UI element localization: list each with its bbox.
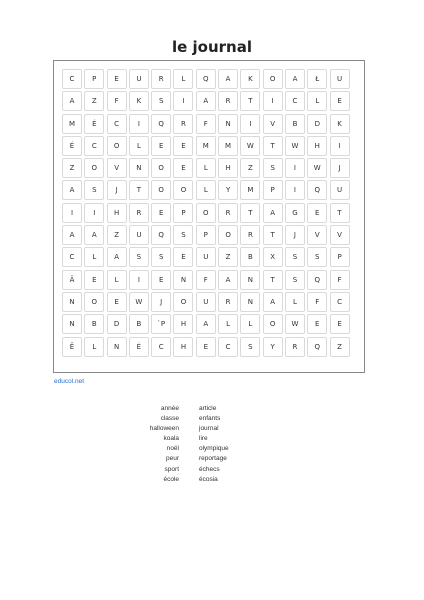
grid-cell[interactable]: S [285,247,305,267]
grid-cell[interactable]: L [84,247,104,267]
grid-cell[interactable]: N [240,270,260,290]
grid-cell[interactable]: C [218,337,238,357]
grid-cell[interactable]: O [263,69,283,89]
word-item: sport [164,465,179,473]
grid-cell[interactable]: S [84,180,104,200]
grid-cell[interactable]: K [330,114,350,134]
grid-cell[interactable]: T [263,270,283,290]
grid-cell[interactable]: K [240,69,260,89]
word-item: koala [163,435,179,443]
grid-cell[interactable]: T [330,203,350,223]
grid-cell[interactable]: É [129,337,149,357]
word-item: noël [166,445,179,453]
grid-cell[interactable]: M [62,114,82,134]
grid-cell[interactable]: L [196,180,216,200]
word-item: écosia [199,475,218,483]
grid-cell[interactable]: I [84,203,104,223]
word-item: article [199,405,217,412]
grid-cell[interactable]: Y [263,337,283,357]
grid-cell[interactable]: S [285,270,305,290]
grid-cell[interactable]: R [240,225,260,245]
grid-cell[interactable]: L [129,136,149,156]
source-link[interactable]: educol.net [54,378,84,385]
grid-cell[interactable]: O [218,225,238,245]
grid-cell[interactable]: O [107,136,127,156]
grid-cell[interactable]: F [196,114,216,134]
grid-cell[interactable]: T [129,180,149,200]
grid-cell[interactable]: Q [151,225,171,245]
grid-cell[interactable]: H [307,136,327,156]
grid-cell[interactable]: N [240,292,260,312]
grid-cell[interactable]: H [173,337,193,357]
word-item: lire [199,435,208,443]
grid-cell[interactable]: É [84,114,104,134]
grid-cell[interactable]: R [173,114,193,134]
grid-cell[interactable]: K [129,91,149,111]
grid-cell[interactable]: S [240,337,260,357]
grid-cell[interactable]: W [285,314,305,334]
grid-cell[interactable]: M [196,136,216,156]
grid-cell[interactable]: L [218,314,238,334]
grid-cell[interactable]: W [240,136,260,156]
grid-cell[interactable]: U [330,69,350,89]
grid-cell[interactable]: F [307,292,327,312]
grid-cell[interactable]: A [263,292,283,312]
grid-cell[interactable]: Q [196,69,216,89]
word-item: classe [160,415,179,423]
grid-cell[interactable]: E [173,136,193,156]
grid-cell[interactable]: P [84,69,104,89]
grid-cell[interactable]: L [84,337,104,357]
grid-cell[interactable]: N [218,114,238,134]
grid-cell[interactable]: A [62,225,82,245]
grid-cell[interactable]: C [285,91,305,111]
grid-cell[interactable]: É [62,136,82,156]
grid-cell[interactable]: N [62,314,82,334]
word-item: enfants [199,415,221,423]
grid-cell[interactable]: Z [218,247,238,267]
grid-cell[interactable]: E [307,314,327,334]
grid-cell[interactable]: A [196,91,216,111]
grid-cell[interactable]: E [107,69,127,89]
grid-cell[interactable]: I [129,270,149,290]
grid-cell[interactable]: L [173,69,193,89]
grid-cell[interactable]: S [151,91,171,111]
word-list-left [130,404,179,485]
grid-cell[interactable]: N [173,270,193,290]
grid-cell[interactable]: I [240,114,260,134]
grid-cell[interactable]: J [330,158,350,178]
word-list-right [199,404,229,485]
grid-cell[interactable]: Z [84,91,104,111]
grid-cell[interactable]: U [196,247,216,267]
grid-cell[interactable]: R [218,91,238,111]
grid-cell[interactable]: A [218,69,238,89]
grid-cell[interactable]: E [330,314,350,334]
grid-cell[interactable]: U [330,180,350,200]
grid-cell[interactable]: C [62,69,82,89]
grid-cell[interactable]: I [285,180,305,200]
grid-cell[interactable]: I [129,114,149,134]
grid-cell[interactable]: V [107,158,127,178]
grid-cell[interactable]: J [107,180,127,200]
grid-cell[interactable]: Ê [62,337,82,357]
grid-cell[interactable]: Z [330,337,350,357]
grid-cell[interactable]: P [263,180,283,200]
grid-cell[interactable]: O [151,158,171,178]
word-item: reportage [199,455,227,463]
grid-cell[interactable]: I [330,136,350,156]
grid-cell[interactable]: A [285,69,305,89]
grid-cell[interactable]: C [151,337,171,357]
grid-cell[interactable]: O [173,180,193,200]
grid-cell[interactable]: E [151,203,171,223]
grid-cell[interactable]: E [84,270,104,290]
grid-cell[interactable]: H [107,203,127,223]
grid-cell[interactable]: S [151,247,171,267]
grid-cell[interactable]: S [173,225,193,245]
word-item: année [160,405,179,412]
word-item: halloween [149,425,179,433]
grid-cell[interactable]: V [307,225,327,245]
grid-cell[interactable]: T [240,91,260,111]
grid-cell[interactable]: D [107,314,127,334]
grid-cell[interactable]: A [62,91,82,111]
grid-cell[interactable]: E [107,292,127,312]
grid-cell[interactable]: M [240,180,260,200]
grid-cell[interactable]: L [285,292,305,312]
grid-cell[interactable]: S [307,247,327,267]
grid-cell[interactable]: L [107,270,127,290]
grid-cell[interactable]: A [196,314,216,334]
grid-cell[interactable]: O [151,180,171,200]
grid-cell[interactable]: Q [151,114,171,134]
grid-cell[interactable]: `P [151,314,171,334]
grid-cell[interactable]: I [62,203,82,223]
grid-cell[interactable]: W [285,136,305,156]
grid-cell[interactable]: Z [240,158,260,178]
grid-cell[interactable]: X [263,247,283,267]
grid-cell[interactable]: V [263,114,283,134]
grid-cell[interactable]: P [173,203,193,223]
grid-cell[interactable]: N [62,292,82,312]
word-search-grid [53,60,365,373]
grid-cell[interactable]: L [196,158,216,178]
grid-cell[interactable]: B [129,314,149,334]
grid-cell[interactable]: Z [107,225,127,245]
grid-cell[interactable]: P [196,225,216,245]
grid-cell[interactable]: B [240,247,260,267]
grid-cell[interactable]: J [285,225,305,245]
grid-cell[interactable]: V [330,225,350,245]
grid-cell[interactable]: T [263,136,283,156]
grid-cell[interactable]: A [263,203,283,223]
word-item: école [163,475,179,483]
grid-cell[interactable]: A [62,180,82,200]
grid-cell[interactable]: I [263,91,283,111]
grid-cell[interactable]: Q [307,337,327,357]
grid-cell[interactable]: E [307,203,327,223]
grid-cell[interactable]: W [129,292,149,312]
grid-cell[interactable]: Q [307,270,327,290]
grid-cell[interactable]: E [151,270,171,290]
grid-cell[interactable]: H [218,158,238,178]
grid-cell[interactable]: U [129,69,149,89]
grid-cell[interactable]: R [129,203,149,223]
grid-cell[interactable]: E [330,91,350,111]
grid-cell[interactable]: R [151,69,171,89]
grid-cell[interactable]: A [218,270,238,290]
grid-cell[interactable]: U [196,292,216,312]
grid-cell[interactable]: T [263,225,283,245]
grid-cell[interactable]: R [218,203,238,223]
grid-cell[interactable]: Y [218,180,238,200]
grid-cell[interactable]: M [218,136,238,156]
grid-cell[interactable]: E [173,158,193,178]
grid-cell[interactable]: R [218,292,238,312]
grid-cell[interactable]: C [107,114,127,134]
grid-cell[interactable]: N [107,337,127,357]
grid-cell[interactable]: F [330,270,350,290]
grid-cell[interactable]: N [129,158,149,178]
grid-cell[interactable]: C [84,136,104,156]
grid-cell[interactable]: E [196,337,216,357]
grid-cell[interactable]: Z [62,158,82,178]
grid-cell[interactable]: L [240,314,260,334]
grid-cell[interactable]: H [173,314,193,334]
grid-cell[interactable]: A [107,247,127,267]
grid-cell[interactable]: Ä [62,270,82,290]
grid-cell[interactable]: D [307,114,327,134]
grid-cell[interactable]: R [285,337,305,357]
grid-cell[interactable]: F [107,91,127,111]
grid-cell[interactable]: J [151,292,171,312]
letter-grid [62,69,350,357]
grid-cell[interactable]: A [84,225,104,245]
grid-cell[interactable]: F [196,270,216,290]
grid-cell[interactable]: B [84,314,104,334]
grid-cell[interactable]: Q [307,180,327,200]
grid-cell[interactable]: G [285,203,305,223]
word-item: échecs [199,465,220,473]
grid-cell[interactable]: S [263,158,283,178]
word-item: journal [199,425,219,433]
grid-cell[interactable]: U [129,225,149,245]
grid-cell[interactable]: O [173,292,193,312]
grid-cell[interactable]: T [240,203,260,223]
grid-cell[interactable]: C [62,247,82,267]
grid-cell[interactable]: I [285,158,305,178]
word-item: peur [165,455,179,463]
page-title: le journal [171,38,252,56]
grid-cell[interactable]: O [263,314,283,334]
grid-cell[interactable]: S [129,247,149,267]
grid-cell[interactable]: E [173,247,193,267]
grid-cell[interactable]: O [84,158,104,178]
grid-cell[interactable]: C [330,292,350,312]
grid-cell[interactable]: O [196,203,216,223]
grid-cell[interactable]: E [151,136,171,156]
grid-cell[interactable]: W [307,158,327,178]
word-item: olympique [199,445,229,453]
grid-cell[interactable]: B [285,114,305,134]
grid-cell[interactable]: I [173,91,193,111]
grid-cell[interactable]: Ł [307,69,327,89]
grid-cell[interactable]: O [84,292,104,312]
grid-cell[interactable]: L [307,91,327,111]
grid-cell[interactable]: P [330,247,350,267]
